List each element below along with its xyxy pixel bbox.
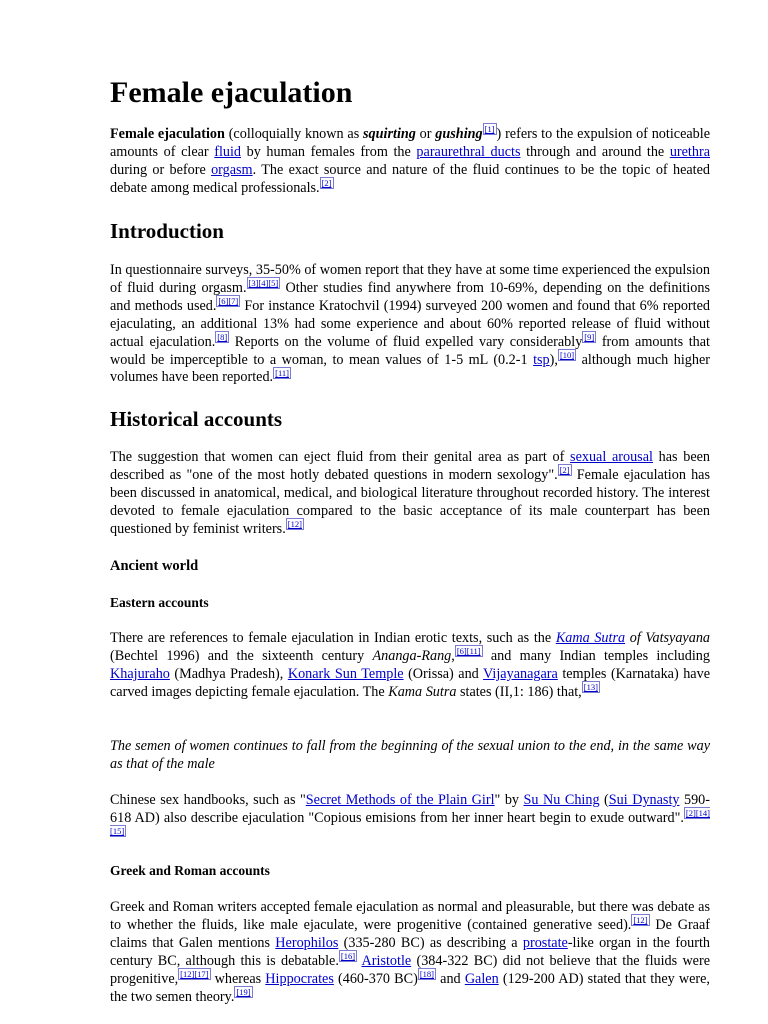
citation-link[interactable]: [10]: [559, 349, 575, 360]
text: Chinese sex handbooks, such as ": [110, 792, 306, 808]
page-title: Female ejaculation: [110, 76, 353, 109]
term-kama-sutra: Kama Sutra: [388, 683, 457, 700]
citation: [178, 968, 210, 980]
citation-link[interactable]: [12]: [633, 915, 648, 926]
heading-introduction: Introduction: [110, 219, 224, 243]
block-quote: The semen of women continues to fall from the beginning of the sexual union to the end, in the same way as that of the male: [110, 738, 710, 772]
link-galen[interactable]: Galen: [464, 970, 499, 987]
text: has been described as "one of the most hotly debated questions in modern sexology".: [110, 449, 711, 483]
historical-paragraph: [110, 449, 710, 539]
link-konark-sun-temple[interactable]: Konark Sun Temple: [287, 665, 404, 682]
citation: [216, 295, 240, 307]
heading-ancient-world: Ancient world: [110, 558, 199, 574]
text: or: [415, 126, 436, 142]
text: states (II,1: 186) that,: [456, 683, 582, 700]
eastern-paragraph: [110, 630, 710, 702]
citation: [339, 950, 357, 962]
link-khajuraho[interactable]: Khajuraho: [110, 665, 170, 682]
text: (129-200 AD) stated that they were, the two semen theory.: [110, 970, 710, 1005]
citation-link[interactable]: [3][4][5]: [248, 278, 279, 289]
citation: [215, 331, 229, 343]
term-gushing: gushing: [435, 126, 483, 142]
citation: [234, 986, 252, 998]
heading-eastern-accounts: Eastern accounts: [110, 595, 209, 610]
text: (Orissa) and: [403, 665, 484, 682]
text: ),: [549, 351, 558, 368]
text: temples (Karnataka) have carved images depicting female ejaculation. The: [110, 665, 710, 700]
citation: [247, 277, 281, 289]
citation-link[interactable]: [2]: [559, 465, 570, 476]
text: through and around the: [520, 143, 670, 160]
heading-historical-accounts: Historical accounts: [110, 407, 283, 431]
lead-paragraph: [110, 126, 710, 198]
link-kama-sutra[interactable]: Kama Sutra: [555, 630, 626, 646]
text: (: [599, 792, 609, 808]
text: In questionnaire surveys, 35-50% of women report that they have at some time experienced the expulsion of fluid during orgasm.: [110, 262, 710, 296]
text: (384-322 BC) did not believe that the fluids were progenitive,: [110, 952, 711, 987]
citation: [273, 367, 291, 379]
citation: [582, 331, 596, 343]
citation-link[interactable]: [1]: [484, 124, 495, 135]
heading-greek-roman-accounts: Greek and Roman accounts: [110, 863, 270, 878]
link-sui-dynasty[interactable]: Sui Dynasty: [608, 792, 680, 808]
text: There are references to female ejaculation in Indian erotic texts, such as the: [110, 630, 556, 646]
text: " by: [494, 792, 524, 808]
text-of-vatsyayana: of Vatsyayana: [625, 630, 711, 646]
text: 590-618 AD) also describe ejaculation "Copious emisions from her inner heart begin to exude outward".: [110, 792, 711, 826]
link-herophilos[interactable]: Herophilos: [275, 934, 339, 951]
link-orgasm[interactable]: orgasm: [211, 161, 253, 178]
citation: [483, 123, 497, 135]
text: Other studies find anywhere from 10-69%, depending on the definitions and methods used.: [110, 279, 710, 314]
text: whereas: [210, 970, 266, 987]
citation: [631, 914, 649, 926]
link-urethra[interactable]: urethra: [669, 143, 710, 160]
text: Female ejaculation has been discussed in anatomical, medical, and biological literature throughout recorded history. The interest devoted to female ejaculation compared to the basic acceptance of its male counterpart has been questioned by feminist writers.: [110, 466, 710, 537]
citation-link[interactable]: [6][7]: [218, 296, 239, 307]
text: The suggestion that women can eject fluid from their genital area as part of: [110, 449, 571, 465]
text: -like organ in the fourth century BC, although this is debatable.: [110, 934, 710, 969]
citation-link[interactable]: [18]: [419, 968, 435, 979]
link-prostate[interactable]: prostate: [522, 934, 568, 951]
text: (335-280 BC) as describing a: [338, 934, 523, 951]
citation: [320, 177, 334, 189]
introduction-paragraph: [110, 262, 710, 387]
link-secret-methods[interactable]: Secret Methods of the Plain Girl: [305, 792, 495, 808]
text: (colloquially known as: [224, 126, 364, 142]
citation-link[interactable]: [6][11]: [456, 646, 481, 657]
text: and: [436, 970, 465, 987]
text: ) refers to the expulsion of noticeable amounts of clear: [110, 126, 710, 160]
citation-link[interactable]: [9]: [584, 331, 595, 342]
citation-link[interactable]: [12][17]: [180, 968, 209, 979]
text: (Bechtel 1996) and the sixteenth century: [110, 647, 373, 664]
citation-link[interactable]: [2]: [321, 177, 332, 188]
text: and many Indian temples including: [482, 647, 710, 664]
citation-link[interactable]: [2][14][15]: [110, 808, 710, 837]
text: although much higher volumes have been reported.: [110, 351, 710, 386]
link-su-nu-ching[interactable]: Su Nu Ching: [523, 792, 600, 808]
citation: [582, 681, 600, 693]
link-fluid[interactable]: fluid: [214, 143, 242, 160]
chinese-paragraph: [110, 792, 710, 846]
link-aristotle[interactable]: Aristotle: [361, 952, 412, 969]
text: Greek and Roman writers accepted female ejaculation as normal and pleasurable, but there was debate as to whether the fluids, like male ejaculate, were progenitive (contained generative seed).: [110, 899, 710, 933]
citation: [558, 464, 572, 476]
bold-term: Female ejaculation: [110, 126, 225, 142]
text: Reports on the volume of fluid expelled vary considerably: [229, 333, 583, 350]
link-hippocrates[interactable]: Hippocrates: [265, 970, 334, 987]
link-sexual-arousal[interactable]: sexual arousal: [570, 449, 653, 465]
text: (460-370 BC): [333, 970, 418, 987]
link-vijayanagara[interactable]: Vijayanagara: [483, 665, 558, 682]
term-squirting: squirting: [363, 126, 416, 142]
citation-link[interactable]: [8]: [217, 331, 228, 342]
text: by human females from the: [241, 143, 417, 160]
text: from amounts that would be imperceptible to a woman, to mean values of 1-5 mL (0.2-1: [110, 333, 710, 368]
citation-link[interactable]: [11]: [275, 367, 289, 378]
link-paraurethral-ducts[interactable]: paraurethral ducts: [416, 143, 521, 160]
citation-link[interactable]: [13]: [583, 681, 598, 692]
text: (Madhya Pradesh),: [169, 665, 288, 682]
text: during or before: [110, 161, 212, 178]
citation: [286, 518, 304, 530]
text: De Graaf claims that Galen mentions: [110, 916, 710, 951]
link-tsp[interactable]: tsp: [533, 351, 550, 368]
citation-link[interactable]: [19]: [236, 986, 251, 997]
greek-paragraph: [110, 899, 710, 1006]
text: . The exact source and nature of the fluid continues to be the topic of heated debate among medical professionals.: [110, 161, 710, 196]
citation-link[interactable]: [16]: [340, 950, 356, 961]
text: For instance Kratochvil (1994) surveyed 200 women and found that 6% reported ejaculating, an additional 13% had some experience and about 60% reported release of fluid without actual ejaculation.: [110, 297, 710, 350]
citation: [418, 968, 436, 980]
term-ananga-rang: Ananga-Rang: [372, 647, 452, 664]
text: ,: [451, 647, 455, 664]
citation: [558, 349, 576, 361]
citation: [455, 645, 483, 657]
citation-link[interactable]: [12]: [287, 518, 302, 529]
